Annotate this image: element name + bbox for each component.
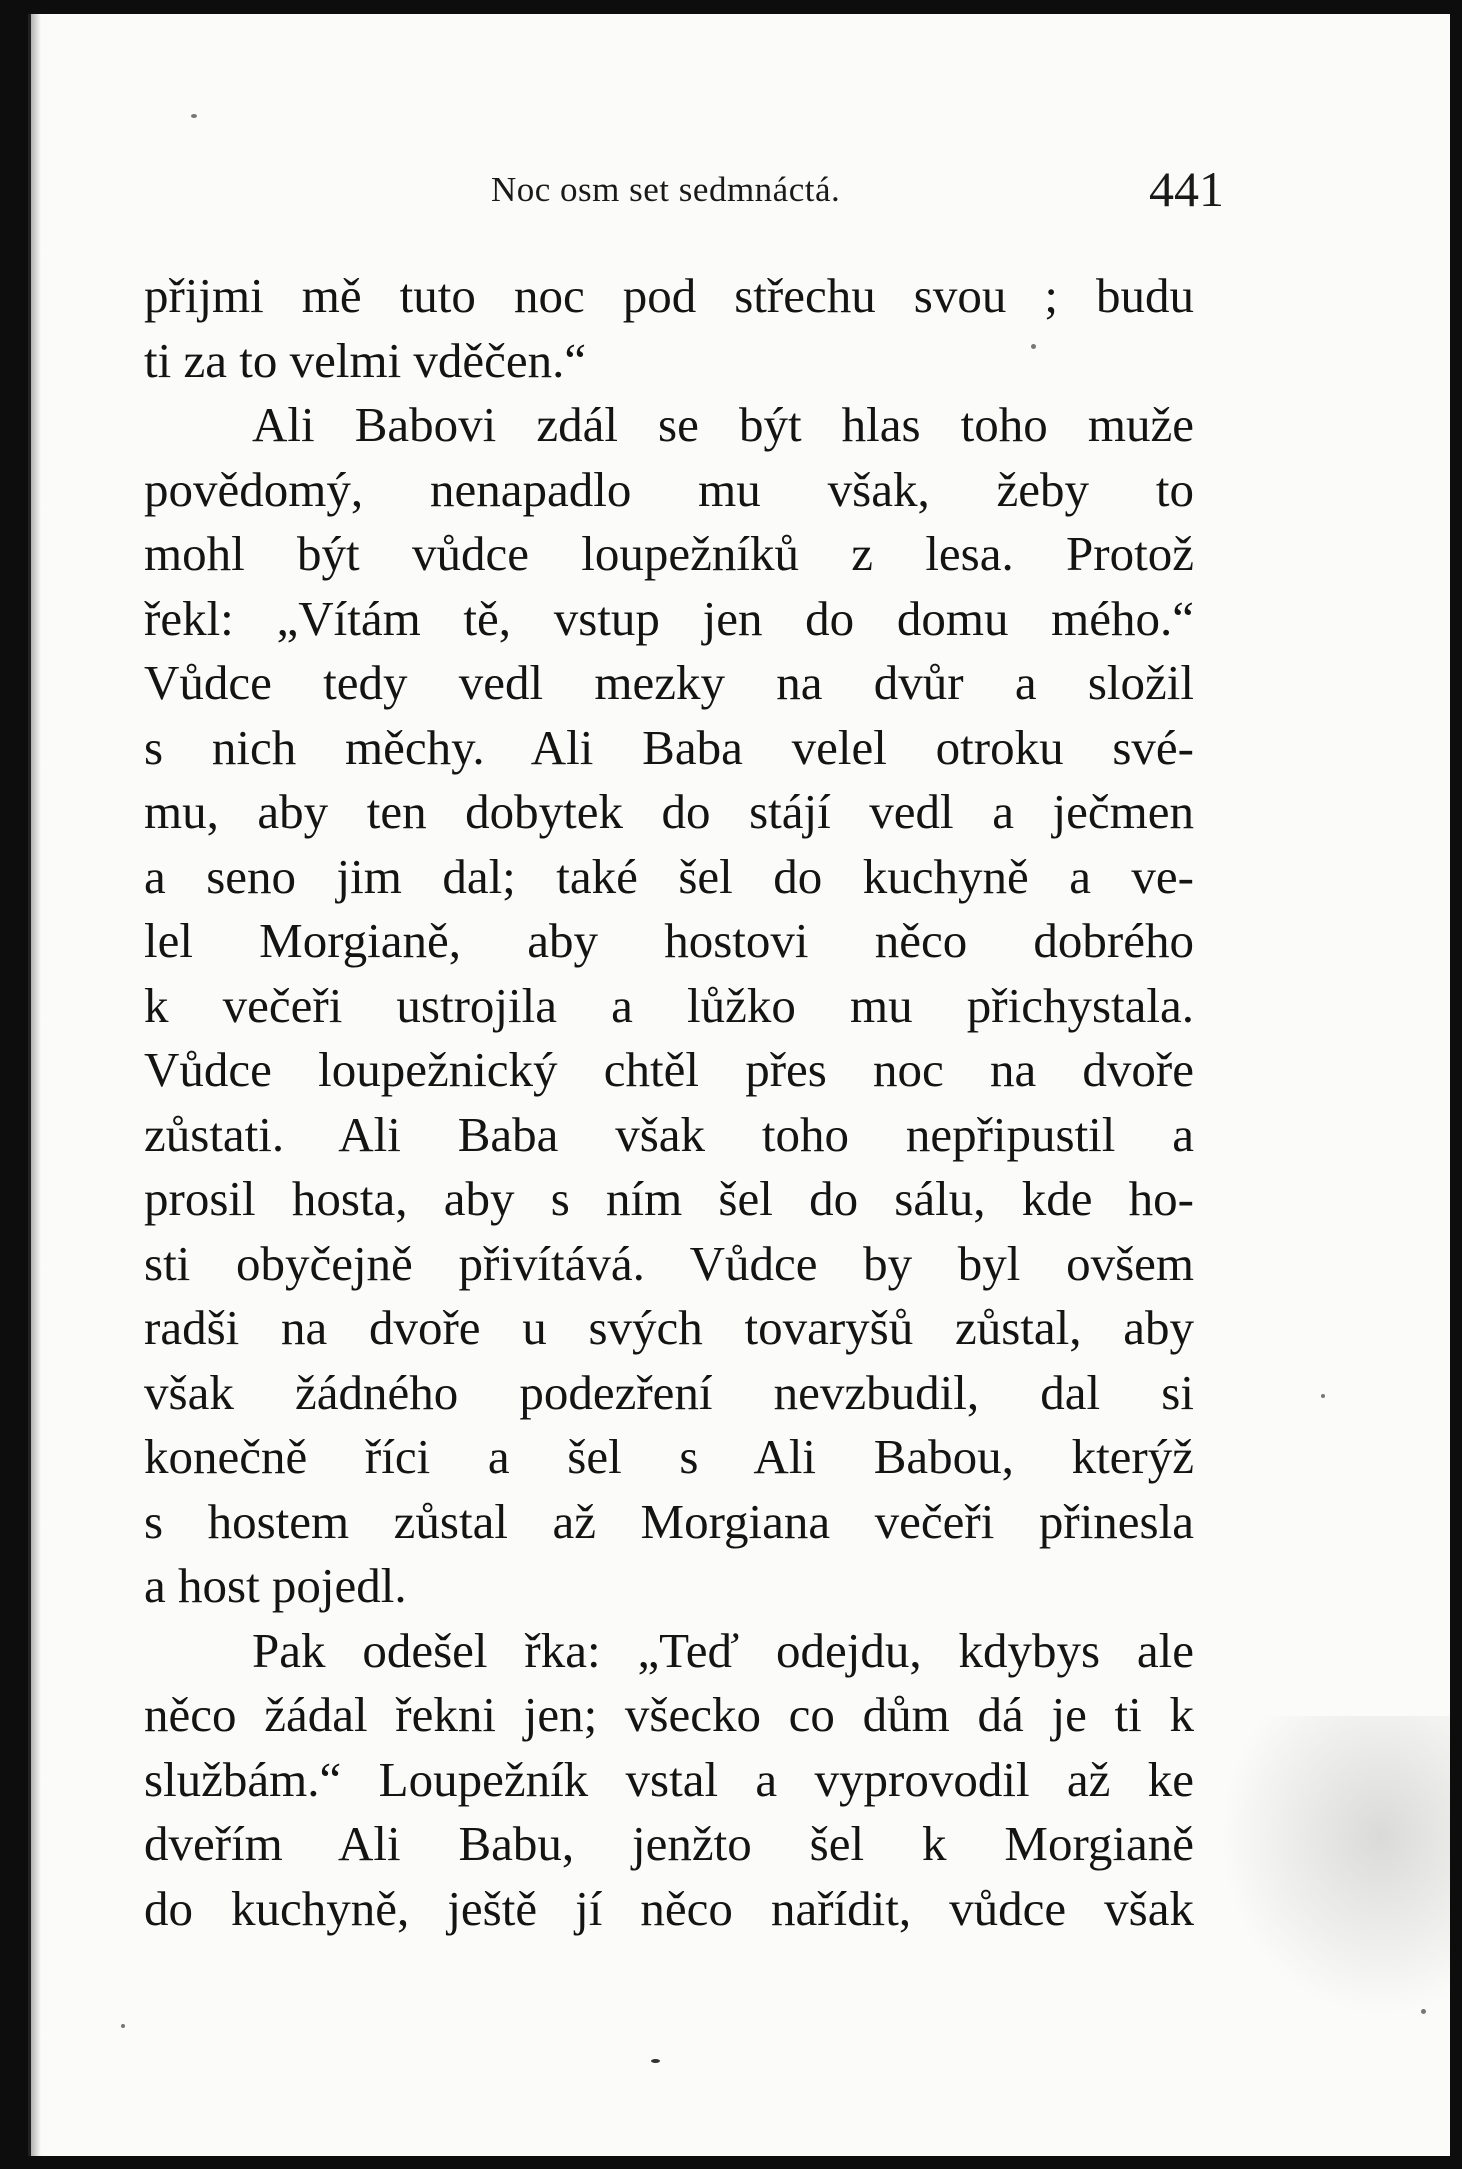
book-page (28, 14, 1450, 2156)
scan-speck (651, 2059, 660, 2063)
text-line: přijmi mě tuto noc pod střechu svou ; budu (144, 268, 1194, 323)
text-line: Vůdce loupežnický chtěl přes noc na dvoře (144, 1042, 1194, 1097)
text-line: s nich měchy. Ali Baba velel otroku své- (144, 719, 1194, 775)
scan-speck (121, 2024, 125, 2028)
text-line: do kuchyně, ještě jí něco nařídit, vůdce však (144, 1880, 1194, 1936)
scan-speck (1031, 344, 1036, 349)
page-number: 441 (1149, 161, 1224, 217)
text-line: řekl: „Vítám tě, vstup jen do domu mého.“ (144, 590, 1194, 646)
text-line: s hostem zůstal až Morgiana večeři přinesla (144, 1493, 1194, 1549)
scan-noise (1220, 1716, 1450, 2016)
text-line: však žádného podezření nevzbudil, dal si (144, 1364, 1194, 1420)
text-line: mohl být vůdce loupežníků z lesa. Protož (144, 526, 1194, 581)
text-line: radši na dvoře u svých tovaryšů zůstal, aby (144, 1300, 1194, 1355)
text-line: ti za to velmi vděčen.“ (144, 332, 587, 388)
text-line: Ali Babovi zdál se být hlas toho muže (252, 397, 1194, 452)
scan-speck (1421, 2009, 1426, 2014)
text-line: a host pojedl. (144, 1558, 407, 1613)
text-line: sti obyčejně přivítává. Vůdce by byl ovšem (144, 1235, 1194, 1291)
text-line: Pak odešel řka: „Teď odejdu, kdybys ale (252, 1622, 1194, 1678)
scan-speck (191, 114, 197, 118)
text-line: něco žádal řekni jen; všecko co dům dá je ti k (144, 1687, 1194, 1742)
text-line: povědomý, nenapadlo mu však, žeby to (144, 461, 1194, 517)
text-line: k večeři ustrojila a lůžko mu přichystala. (144, 977, 1194, 1033)
running-head: Noc osm set sedmnáctá. (491, 170, 841, 209)
text-line: mu, aby ten dobytek do stájí vedl a ječmen (144, 784, 1194, 839)
body-text (144, 264, 1194, 1941)
page-header (461, 161, 1226, 224)
text-line: a seno jim dal; také šel do kuchyně a ve- (144, 848, 1194, 904)
text-line: dveřím Ali Babu, jenžto šel k Morgianě (144, 1816, 1194, 1871)
text-line: Vůdce tedy vedl mezky na dvůr a složil (144, 655, 1194, 710)
text-line: prosil hosta, aby s ním šel do sálu, kde ho- (144, 1171, 1194, 1226)
text-line: konečně říci a šel s Ali Babou, kterýž (144, 1429, 1194, 1484)
text-line: službám.“ Loupežník vstal a vyprovodil až ke (144, 1751, 1194, 1807)
text-line: lel Morgianě, aby hostovi něco dobrého (144, 913, 1194, 968)
page-gutter-shadow (31, 14, 41, 2156)
scan-speck (1321, 1394, 1325, 1398)
text-line: zůstati. Ali Baba však toho nepřipustil a (144, 1106, 1194, 1162)
